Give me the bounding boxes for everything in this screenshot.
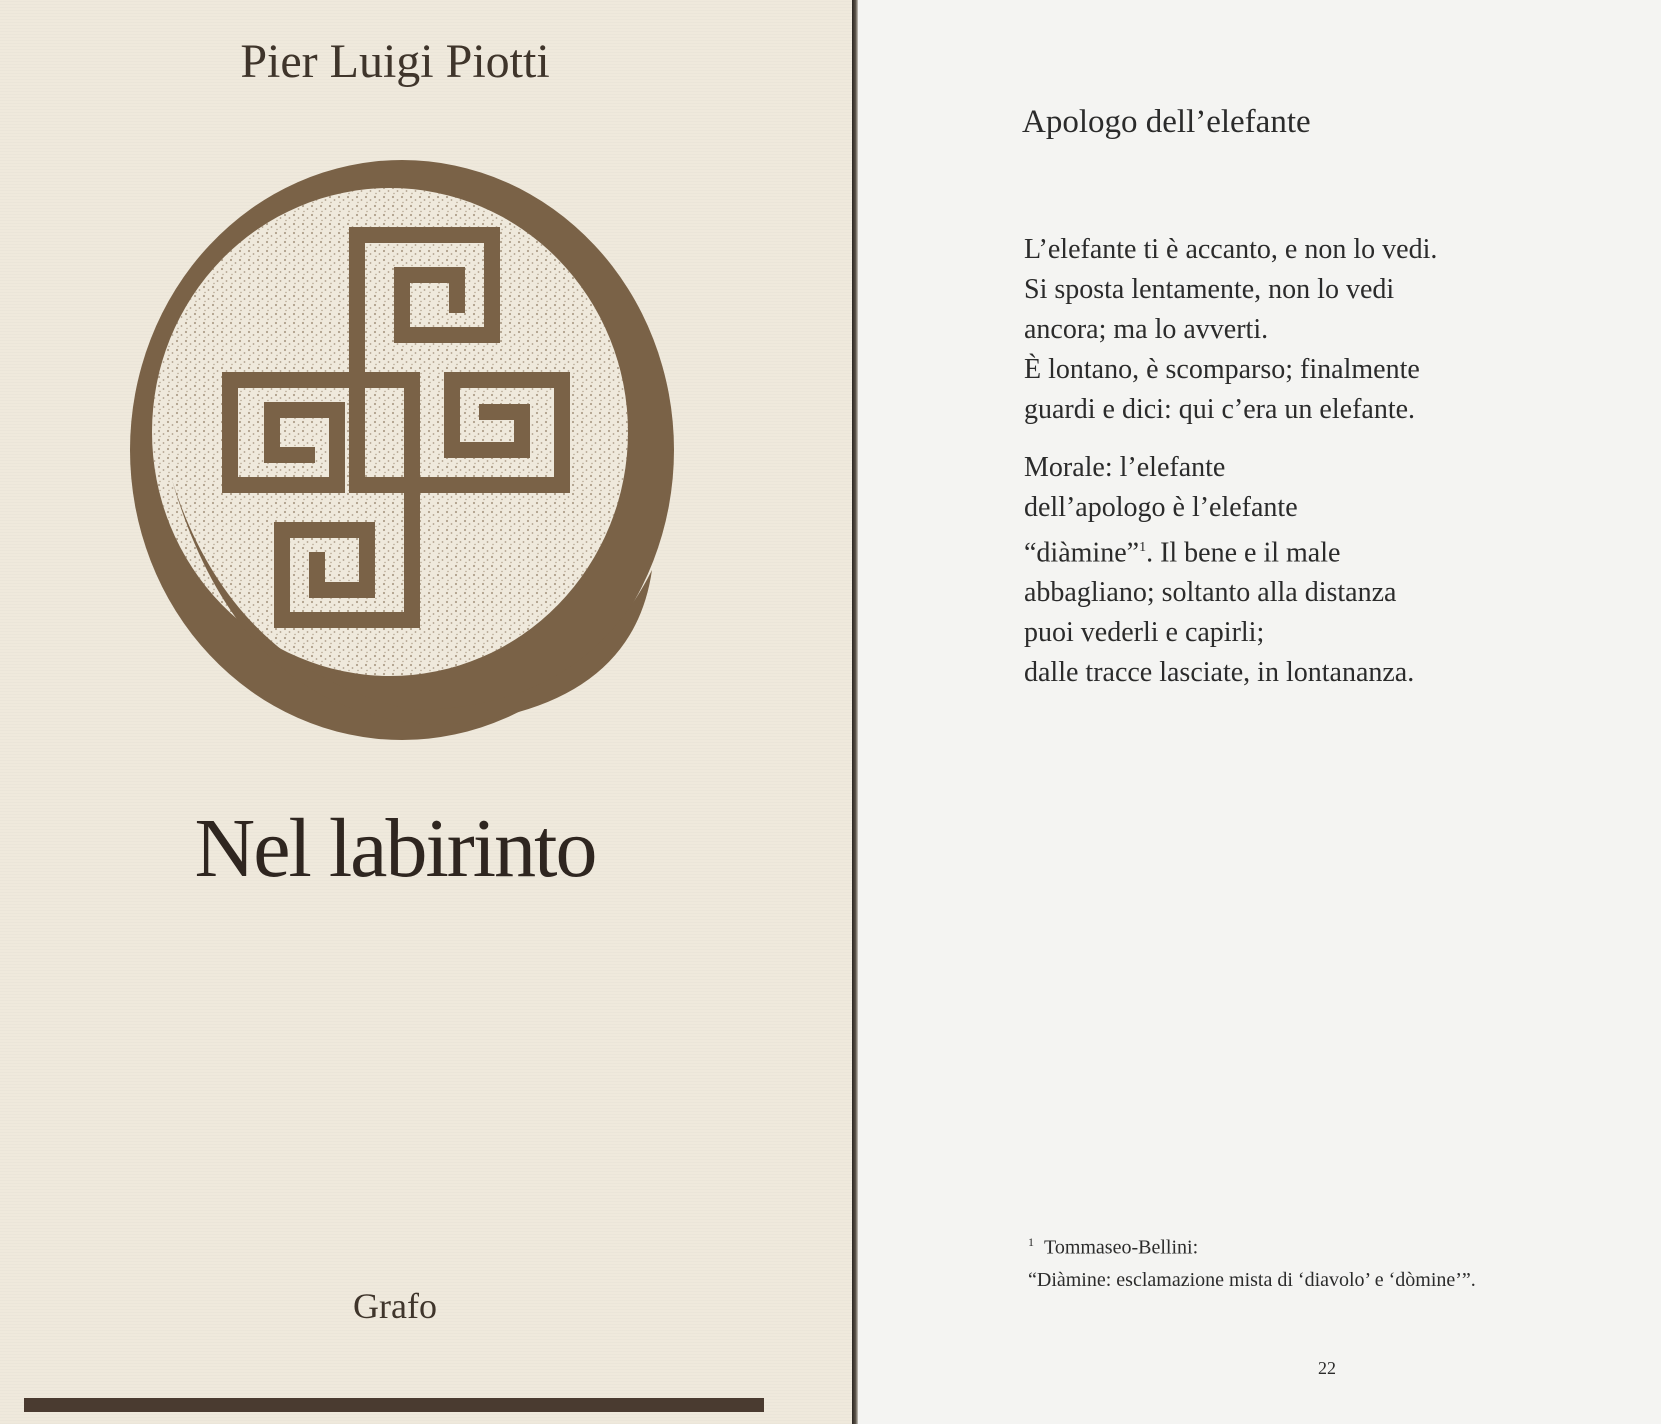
cover-title: Nel labirinto (194, 802, 596, 895)
poem-line: L’elefante ti è accanto, e non lo vedi. (1024, 234, 1438, 265)
poem-line: È lontano, è scomparso; finalmente (1024, 354, 1420, 385)
footnote (1028, 1226, 1476, 1296)
poem-stanza-1 (1024, 230, 1437, 430)
cover-publisher: Grafo (353, 1286, 437, 1326)
cover-author: Pier Luigi Piotti (240, 35, 550, 88)
poem-line: abbagliano; soltanto alla distanza (1024, 577, 1397, 609)
page-number: 22 (1318, 1358, 1336, 1378)
poem-line: Morale: l’elefante (1024, 452, 1226, 483)
poem-title: Apologo dell’elefante (1022, 104, 1311, 140)
footnote-reference: 1 (1139, 540, 1147, 555)
footnote-source: Tommaseo-Bellini: (1044, 1236, 1199, 1259)
poem-line: Si sposta lentamente, non lo vedi (1024, 274, 1395, 305)
labyrinth-coin-icon (112, 150, 692, 750)
poem-line (1024, 528, 1414, 573)
poem-line: dalle tracce lasciate, in lontananza. (1024, 657, 1415, 689)
poem-line: dell’apologo è l’elefante (1024, 492, 1298, 523)
book-page (858, 0, 1661, 1424)
poem-line-text: “diàmine” (1024, 537, 1140, 569)
poem-line: puoi vederli e capirli; (1024, 617, 1265, 649)
poem-line: ancora; ma lo avverti. (1024, 314, 1269, 345)
cover-bottom-rule (24, 1398, 764, 1412)
footnote-line (1028, 1226, 1476, 1264)
poem-line-text: . Il bene e il male (1146, 537, 1341, 569)
poem-line: guardi e dici: qui c’era un elefante. (1024, 394, 1416, 425)
footnote-line: “Diàmine: esclamazione mista di ‘diavolo’ e ‘dòmine’”. (1028, 1268, 1476, 1291)
footnote-mark: 1 (1028, 1235, 1034, 1249)
poem-stanza-2 (1024, 448, 1414, 693)
